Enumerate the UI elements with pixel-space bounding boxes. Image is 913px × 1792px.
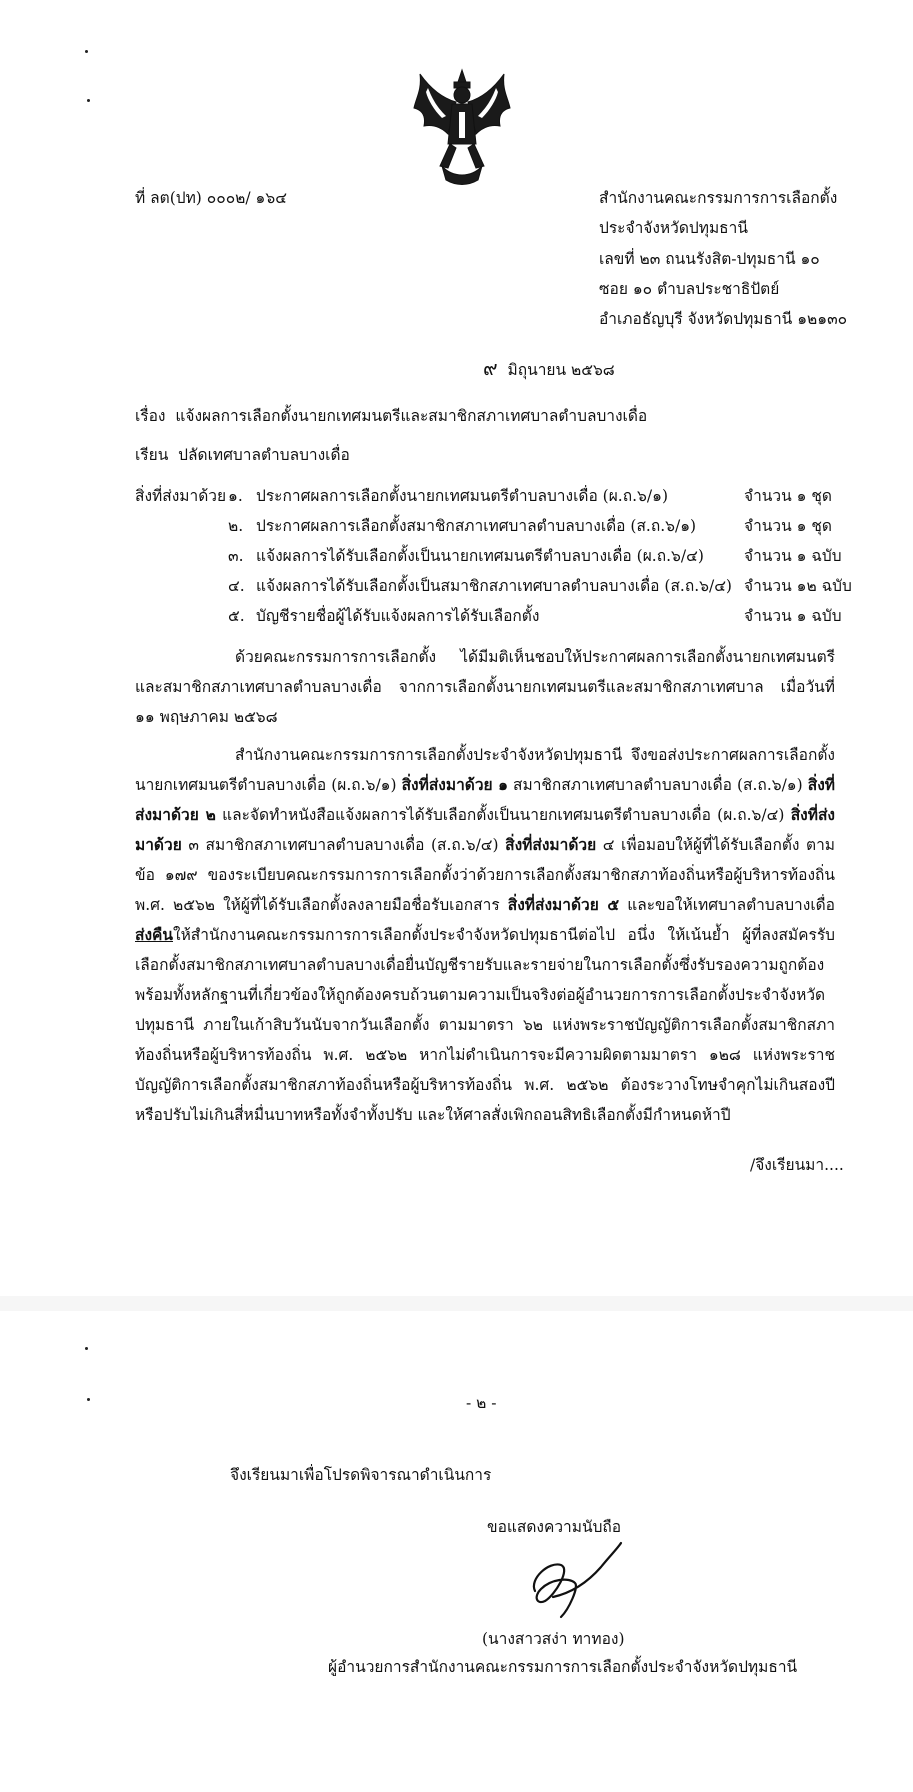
attachments-label: สิ่งที่ส่งมาด้วย	[135, 487, 227, 505]
continued-marker: /จึงเรียนมา....	[750, 1156, 844, 1174]
subject-label: เรื่อง	[135, 407, 166, 425]
scan-mark	[87, 99, 90, 102]
attachment-item: ๒. ประกาศผลการเลือกตั้งสมาชิกสภาเทศบาลตำบลบางเดื่อ (ส.ถ.๖/๑)	[228, 517, 697, 535]
attachment-item: ๕. บัญชีรายชื่อผู้ได้รับแจ้งผลการได้รับเลือกตั้ง	[228, 607, 540, 625]
attachment-ref: สิ่งที่ส่งมาด้วย	[505, 835, 597, 854]
attachment-quantity: จำนวน ๑ ชุด	[744, 517, 832, 535]
body-paragraph-2: สำนักงานคณะกรรมการการเลือกตั้งประจำจังหวัดปทุมธานี จึงขอส่งประกาศผลการเลือกตั้งนายกเทศมนตรีตำบลบางเดื่อ (ผ.ถ.๖/๑) สิ่งที่ส่งมาด้วย ๑ สมาชิกสภาเทศบาลตำบลบางเดื่อ (ส.ถ.๖/๑) สิ่งที่ส่งมาด้วย ๒ และจัดทำหนังสือแจ้งผลการได้รับเลือกตั้งเป็นนายกเทศมนตรีตำบลบางเดื่อ (ผ.ถ.๖/๔) สิ่งที่ส่งมาด้วย ๓ สมาชิกสภาเทศบาลตำบลบางเดื่อ (ส.ถ.๖/๔) สิ่งที่ส่งมาด้วย ๔ เพื่อมอบให้ผู้ที่ได้รับเลือกตั้ง ตามข้อ ๑๗๙ ของระเบียบคณะกรรมการการเลือกตั้งว่าด้วยการเลือกตั้งสมาชิกสภาท้องถิ่นหรือผู้บริหารท้องถิ่น พ.ศ. ๒๕๖๒ ให้ผู้ที่ได้รับเลือกตั้งลงลายมือชื่อรับเอกสาร สิ่งที่ส่งมาด้วย ๕ และขอให้เทศบาลตำบลบางเดื่อ ส่งคืนให้สำนักงานคณะกรรมการการเลือกตั้งประจำจังหวัดปทุมธานีต่อไป อนึ่ง ให้เน้นย้ำ ผู้ที่ลงสมัครรับเลือกตั้งสมาชิกสภาเทศบาลตำบลบางเดื่อยื่นบัญชีรายรับและรายจ่ายในการเลือกตั้งซึ่งรับรองความถูกต้องพร้อมทั้งหลักฐานที่เกี่ยวข้องให้ถูกต้องครบถ้วนตามความเป็นจริงต่อผู้อำนวยการการเลือกตั้งประจำจังหวัดปทุมธานี ภายในเก้าสิบวันนับจากวันเลือกตั้ง ตามมาตรา ๖๒ แห่งพระราชบัญญัติการเลือกตั้งสมาชิกสภาท้องถิ่นหรือผู้บริหารท้องถิ่น พ.ศ. ๒๕๖๒ หากไม่ดำเนินการจะมีความผิดตามมาตรา ๑๒๘ แห่งพระราชบัญญัติการเลือกตั้งสมาชิกสภาท้องถิ่นหรือผู้บริหารท้องถิ่น พ.ศ. ๒๕๖๒ ต้องระวางโทษจำคุกไม่เกินสองปี หรือปรับไม่เกินสี่หมื่นบาทหรือทั้งจำทั้งปรับ และให้ศาลสั่งเพิกถอนสิทธิเลือกตั้งมีกำหนดห้าปี	[135, 746, 836, 1124]
attachment-quantity: จำนวน ๑ ฉบับ	[744, 547, 842, 565]
attachment-quantity: จำนวน ๑ ฉบับ	[744, 607, 842, 625]
subject-line	[135, 406, 647, 426]
scan-mark	[85, 1347, 88, 1350]
signer-position: ผู้อำนวยการสำนักงานคณะกรรมการการเลือกตั้งประจำจังหวัดปทุมธานี	[328, 1658, 798, 1676]
date-month-year: มิถุนายน ๒๕๖๘	[507, 361, 615, 379]
attachment-ref: สิ่งที่ส่งมาด้วย	[135, 805, 835, 854]
attachment-ref: สิ่งที่ส่งมาด้วย ๑	[401, 775, 508, 794]
garuda-emblem-icon	[412, 68, 512, 188]
closing-request: จึงเรียนมาเพื่อโปรดพิจารณาดำเนินการ	[230, 1466, 492, 1484]
return-emphasis: ส่งคืน	[135, 925, 173, 944]
recipient-label: เรียน	[135, 446, 169, 464]
handwritten-signature-icon	[515, 1539, 625, 1621]
recipient-line	[135, 445, 350, 465]
attachment-item: ๔. แจ้งผลการได้รับเลือกตั้งเป็นสมาชิกสภาเทศบาลตำบลบางเดื่อ (ส.ถ.๖/๔)	[228, 577, 732, 595]
attachment-item: ๓. แจ้งผลการได้รับเลือกตั้งเป็นนายกเทศมนตรีตำบลบางเดื่อ (ผ.ถ.๖/๔)	[228, 547, 704, 565]
document-number: ที่ ลต(ปท) ๐๐๐๒/ ๑๖๔	[135, 189, 287, 207]
sender-line: สำนักงานคณะกรรมการการเลือกตั้ง	[599, 189, 838, 207]
attachment-ref: สิ่งที่ส่งมาด้วย ๒	[135, 775, 835, 824]
sender-line: เลขที่ ๒๓ ถนนรังสิต-ปทุมธานี ๑๐	[599, 250, 820, 268]
attachment-ref: สิ่งที่ส่งมาด้วย ๕	[507, 895, 620, 914]
attachment-quantity: จำนวน ๑ ชุด	[744, 487, 832, 505]
sender-line: อำเภอธัญบุรี จังหวัดปทุมธานี ๑๒๑๓๐	[599, 310, 848, 328]
scan-mark	[85, 50, 88, 53]
scan-mark	[87, 1398, 90, 1401]
signer-name: (นางสาวสง่า ทาทอง)	[482, 1630, 625, 1648]
closing-regards: ขอแสดงความนับถือ	[487, 1518, 622, 1536]
subject-text: แจ้งผลการเลือกตั้งนายกเทศมนตรีและสมาชิกสภาเทศบาลตำบลบางเดื่อ	[175, 407, 648, 425]
attachment-quantity: จำนวน ๑๒ ฉบับ	[744, 577, 852, 595]
sender-line: ประจำจังหวัดปทุมธานี	[599, 219, 748, 237]
sender-line: ซอย ๑๐ ตำบลประชาธิปัตย์	[599, 280, 780, 298]
attachment-item: ๑. ประกาศผลการเลือกตั้งนายกเทศมนตรีตำบลบางเดื่อ (ผ.ถ.๖/๑)	[228, 487, 668, 505]
page-number: - ๒ -	[466, 1394, 497, 1412]
recipient-text: ปลัดเทศบาลตำบลบางเดื่อ	[178, 446, 350, 464]
document-page-2	[0, 1311, 913, 1792]
body-paragraph-1: ด้วยคณะกรรมการการเลือกตั้ง ได้มีมติเห็นชอบให้ประกาศผลการเลือกตั้งนายกเทศมนตรีและสมาชิกสภาเทศบาลตำบลบางเดื่อ จากการเลือกตั้งนายกเทศมนตรีและสมาชิกสภาเทศบาล เมื่อวันที่ ๑๑ พฤษภาคม ๒๕๖๘	[135, 648, 835, 726]
date-day: ๙	[483, 356, 498, 380]
document-date	[483, 358, 615, 380]
